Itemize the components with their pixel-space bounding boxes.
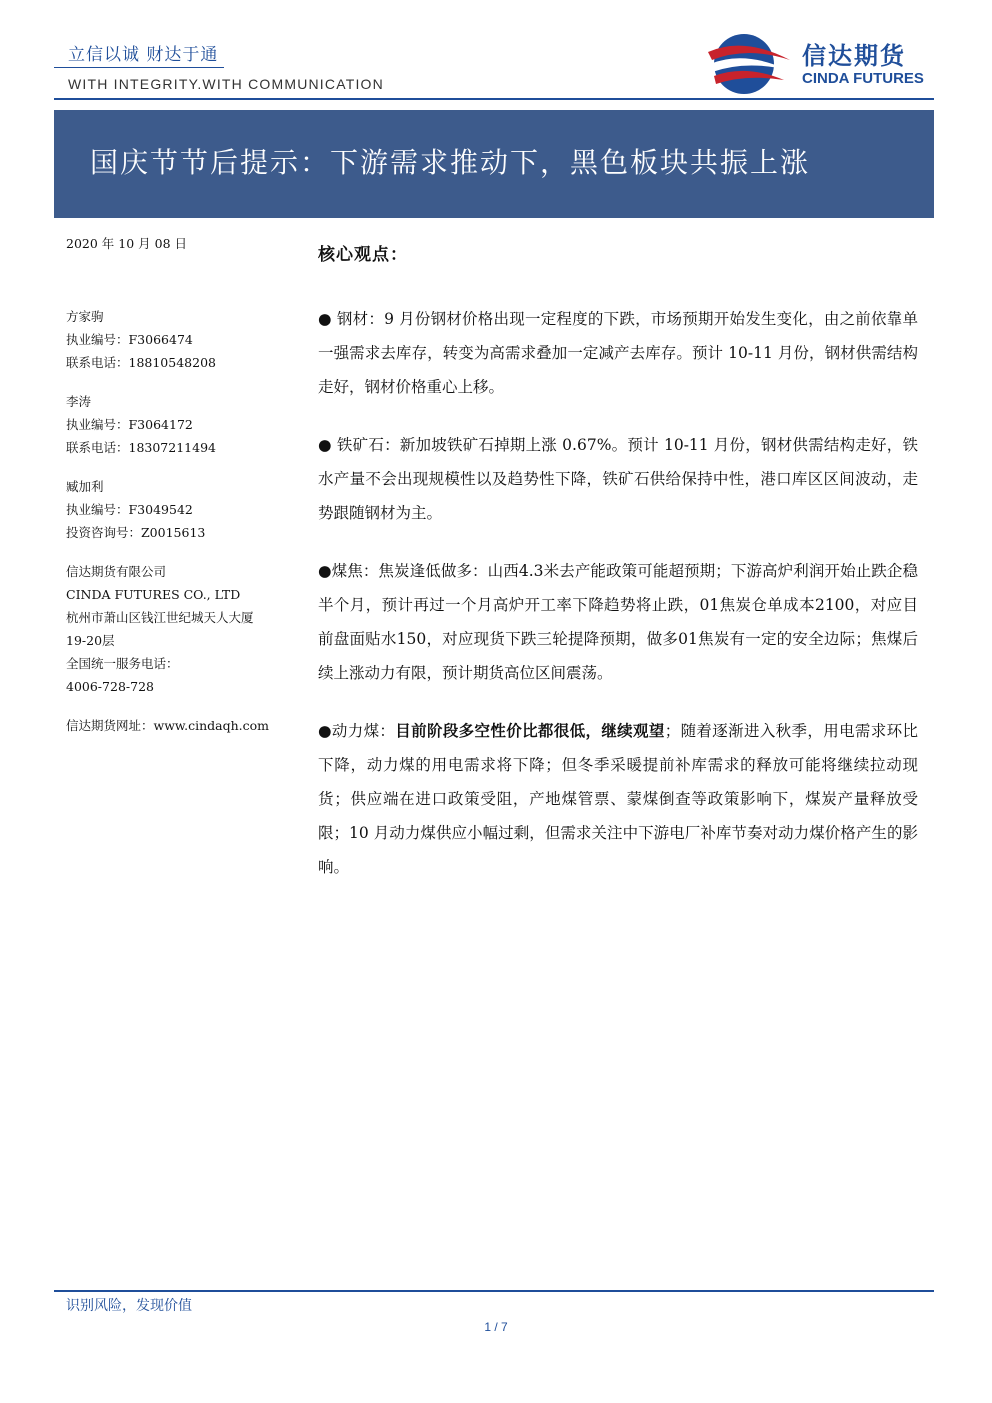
analyst-name: 方家驹	[66, 309, 104, 324]
paragraph-thermal-coal	[318, 714, 918, 884]
company-name-en: CINDA FUTURES CO., LTD	[66, 587, 241, 602]
section-heading: 核心观点：	[318, 245, 408, 265]
analyst-license: 执业编号：F3064172	[66, 417, 193, 432]
analyst-block	[66, 475, 296, 544]
company-address: 杭州市萧山区钱江世纪城天人大厦	[66, 610, 254, 625]
company-info	[66, 560, 296, 737]
analyst-license: 执业编号：F3066474	[66, 332, 193, 347]
paragraph-iron-ore: ● 铁矿石：新加坡铁矿石掉期上涨 0.67%。预计 10-11 月份，钢材供需结构走好，铁水产量不会出现规模性以及趋势性下降，铁矿石供给保持中性，港口库区区间波动，走势跟随钢材为主。	[318, 436, 918, 522]
thermal-prefix: ●动力煤：	[318, 722, 396, 740]
analyst-name: 李涛	[66, 394, 92, 409]
analyst-consult-no: 投资咨询号：Z0015613	[66, 525, 206, 540]
analyst-phone: 联系电话：18307211494	[66, 440, 216, 455]
page-number: 1 / 7	[484, 1320, 508, 1334]
report-title: 国庆节节后提示：下游需求推动下，黑色板块共振上涨	[90, 146, 811, 179]
logo-text-cn: 信达期货	[802, 42, 906, 70]
slogan-cn: 立信以诚 财达于通	[68, 45, 219, 65]
title-banner	[54, 110, 934, 218]
analyst-block	[66, 390, 296, 459]
page-header	[54, 34, 934, 104]
slogan-underline	[54, 67, 224, 68]
analyst-license: 执业编号：F3049542	[66, 502, 193, 517]
report-date: 2020 年 10 月 08 日	[66, 236, 187, 251]
thermal-rest: ；随着逐渐进入秋季，用电需求环比下降，动力煤的用电需求将下降；但冬季采暖提前补库需求的释放可能将继续拉动现货；供应端在进口政策受阻，产地煤管票、蒙煤倒查等政策影响下，煤炭产量释放受限；10 月动力煤供应小幅过剩，但需求关注中下游电厂补库节奏对动力煤价格产生的影响。	[318, 722, 918, 876]
slogan-en: WITH INTEGRITY.WITH COMMUNICATION	[68, 76, 384, 92]
core-views	[318, 238, 918, 908]
analyst-block	[66, 305, 296, 374]
analyst-name: 臧加利	[66, 479, 104, 494]
cinda-globe-icon	[704, 30, 794, 96]
paragraph-steel: ● 钢材：9 月份钢材价格出现一定程度的下跌，市场预期开始发生变化，由之前依靠单一强需求去库存，转变为高需求叠加一定减产去库存。预计 10-11 月份，钢材供需结构走好，钢材价格重心上移。	[318, 310, 918, 396]
footer-tagline: 识别风险，发现价值	[66, 1298, 192, 1314]
sidebar	[66, 232, 296, 737]
company-website: 信达期货网址：www.cindaqh.com	[66, 718, 269, 733]
company-address-floor: 19-20层	[66, 633, 115, 648]
header-divider	[54, 98, 934, 100]
hotline-number: 4006-728-728	[66, 679, 154, 694]
thermal-bold: 目前阶段多空性价比都很低，继续观望	[395, 722, 665, 740]
hotline-label: 全国统一服务电话：	[66, 656, 179, 671]
analyst-phone: 联系电话：18810548208	[66, 355, 216, 370]
footer-divider	[54, 1290, 934, 1292]
logo-text-en: CINDA FUTURES	[802, 70, 924, 87]
company-name-cn: 信达期货有限公司	[66, 564, 167, 579]
company-logo	[704, 30, 936, 96]
paragraph-coke: ●煤焦：焦炭逢低做多：山西4.3米去产能政策可能超预期；下游高炉利润开始止跌企稳半个月，预计再过一个月高炉开工率下降趋势将止跌，01焦炭仓单成本2100，对应目前盘面贴水150，对应现货下跌三轮提降预期，做多01焦炭有一定的安全边际；焦煤后续上涨动力有限，预计期货高位区间震荡。	[318, 562, 918, 682]
